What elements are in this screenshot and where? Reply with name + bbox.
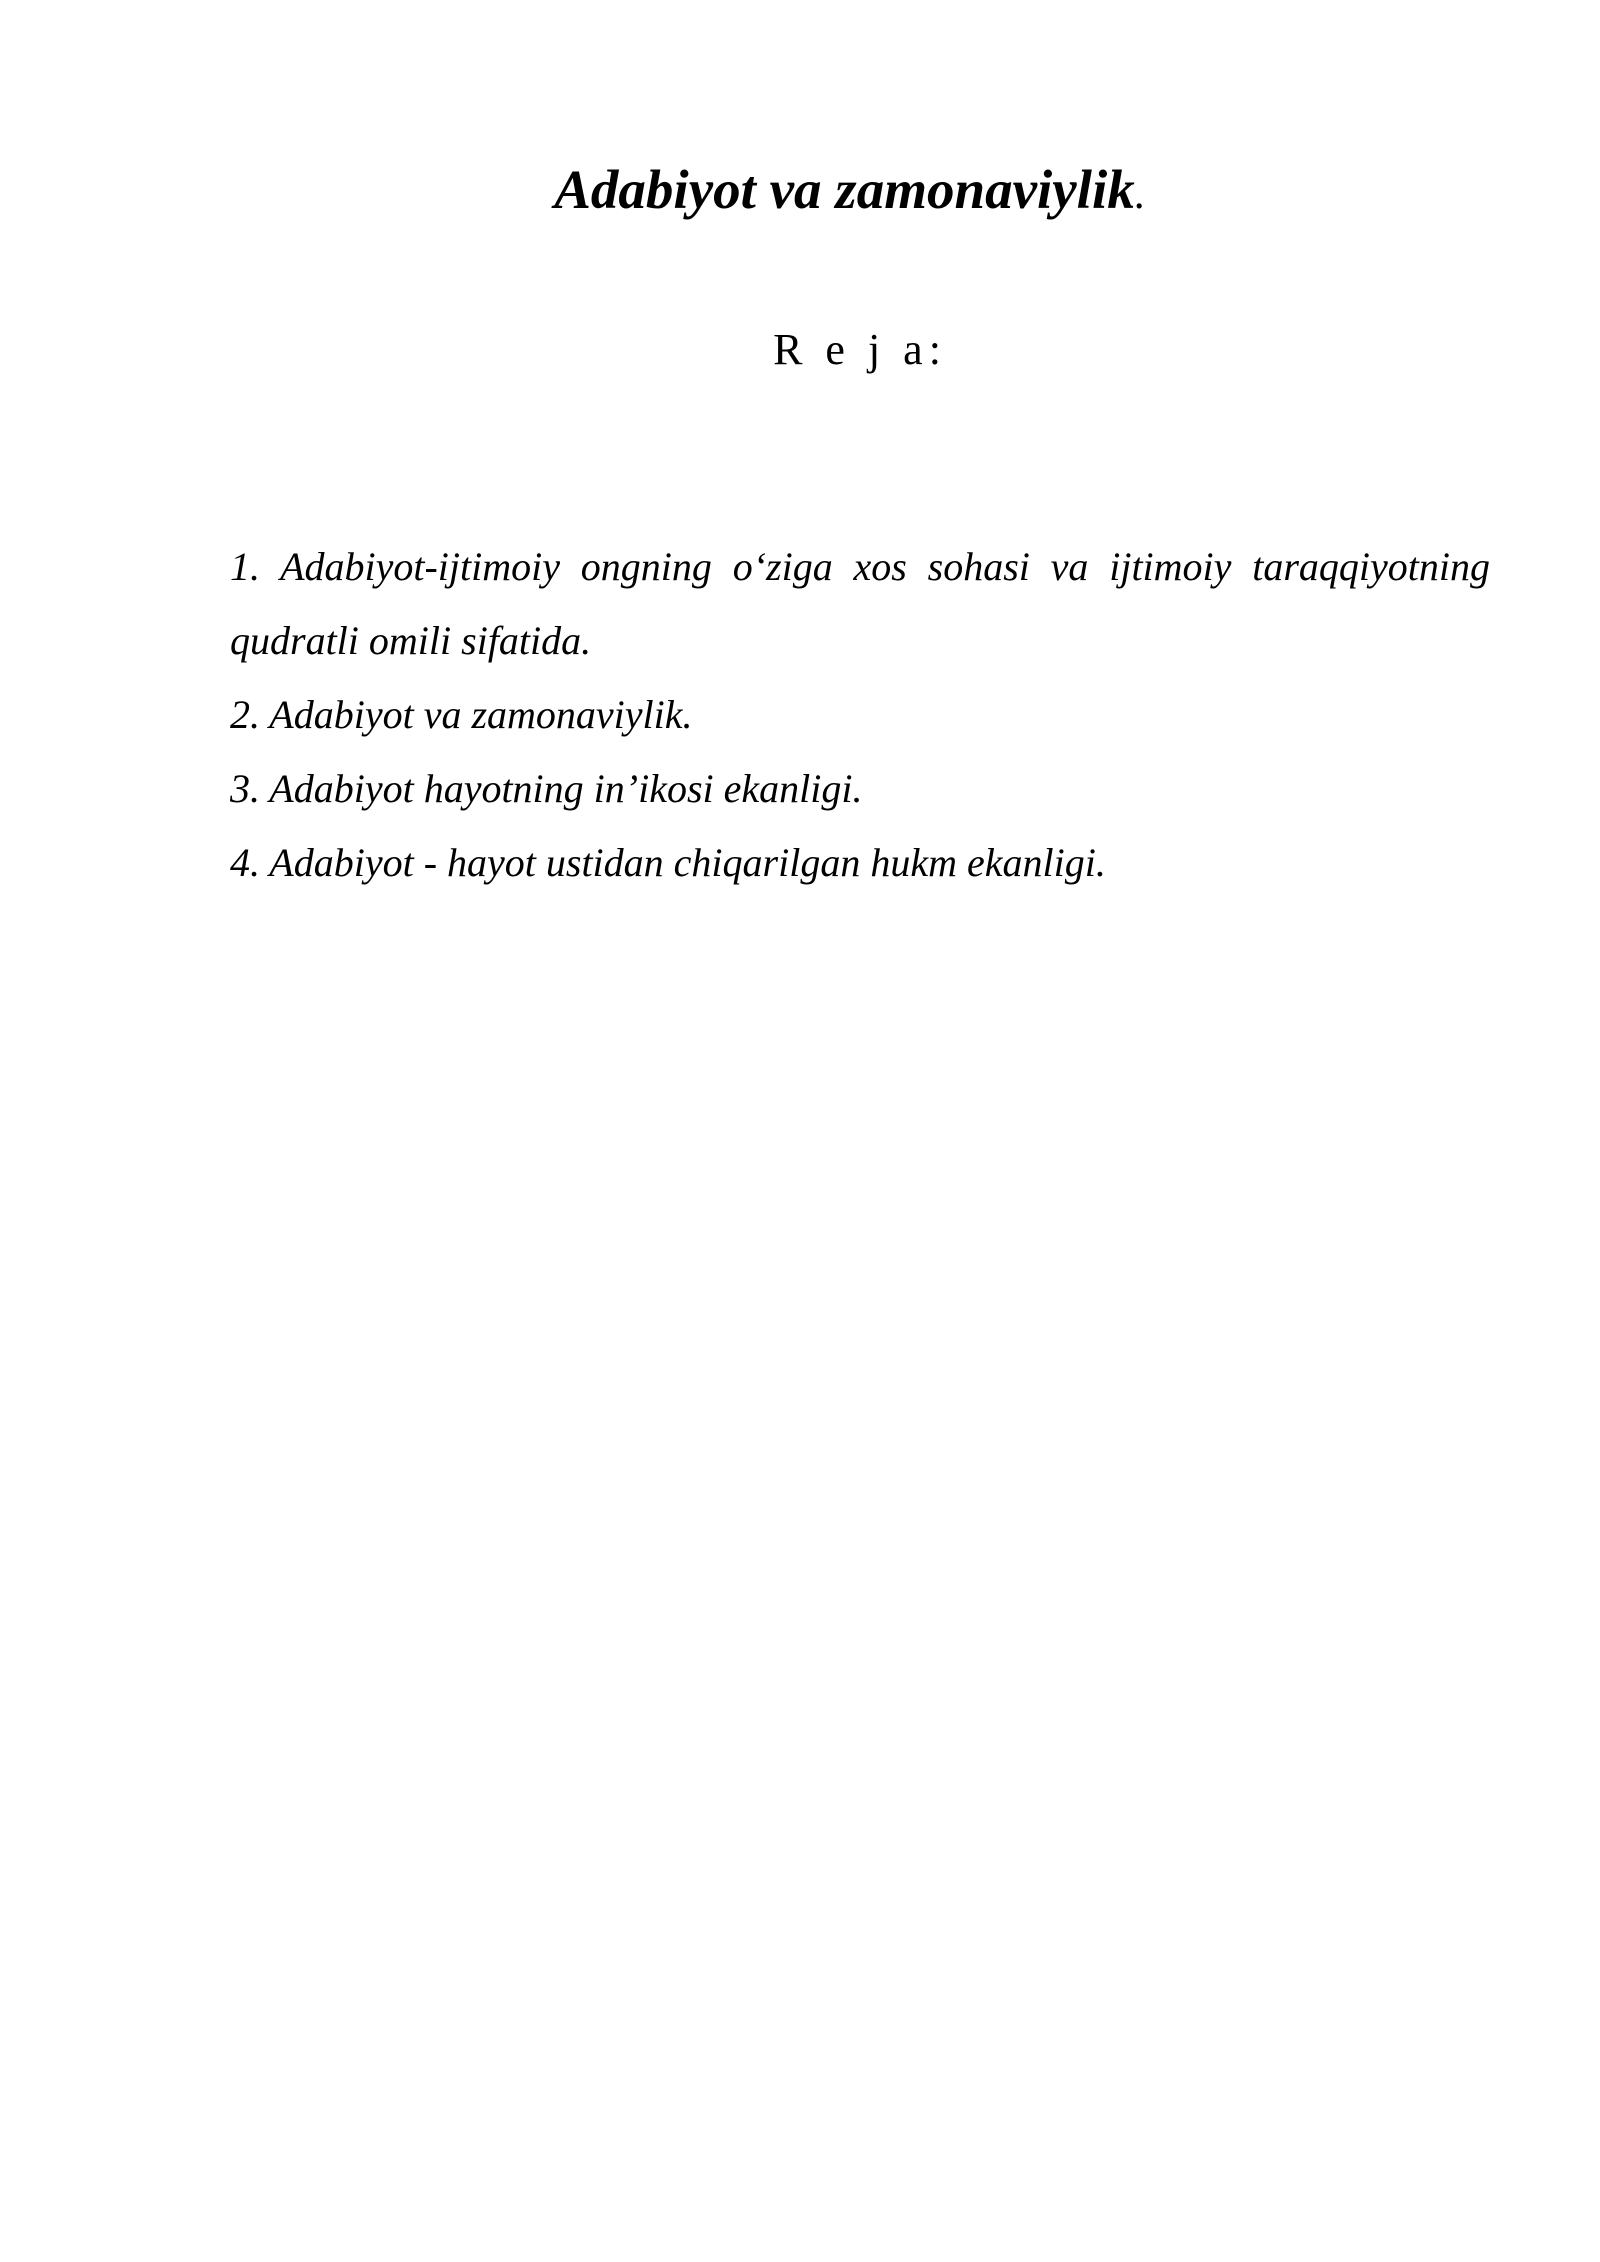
plan-list bbox=[230, 530, 1490, 900]
document-title bbox=[0, 150, 1600, 234]
plan-heading: R e j a: bbox=[773, 325, 947, 374]
plan-item-3: 3. Adabiyot hayotning in’ikosi ekanligi. bbox=[230, 766, 863, 811]
document-title-text: Adabiyot va zamonaviylik bbox=[554, 159, 1135, 220]
plan-item-4: 4. Adabiyot - hayot ustidan chiqarilgan hukm ekanligi. bbox=[230, 840, 1106, 885]
plan-item-2: 2. Adabiyot va zamonaviylik. bbox=[230, 692, 693, 737]
document-title-period: . bbox=[1134, 169, 1146, 218]
plan-item-1: 1. Adabiyot-ijtimoiy ongning o‘ziga xos sohasi va ijtimoiy taraqqiyotning qudratli omili sifatida. bbox=[230, 544, 1490, 663]
